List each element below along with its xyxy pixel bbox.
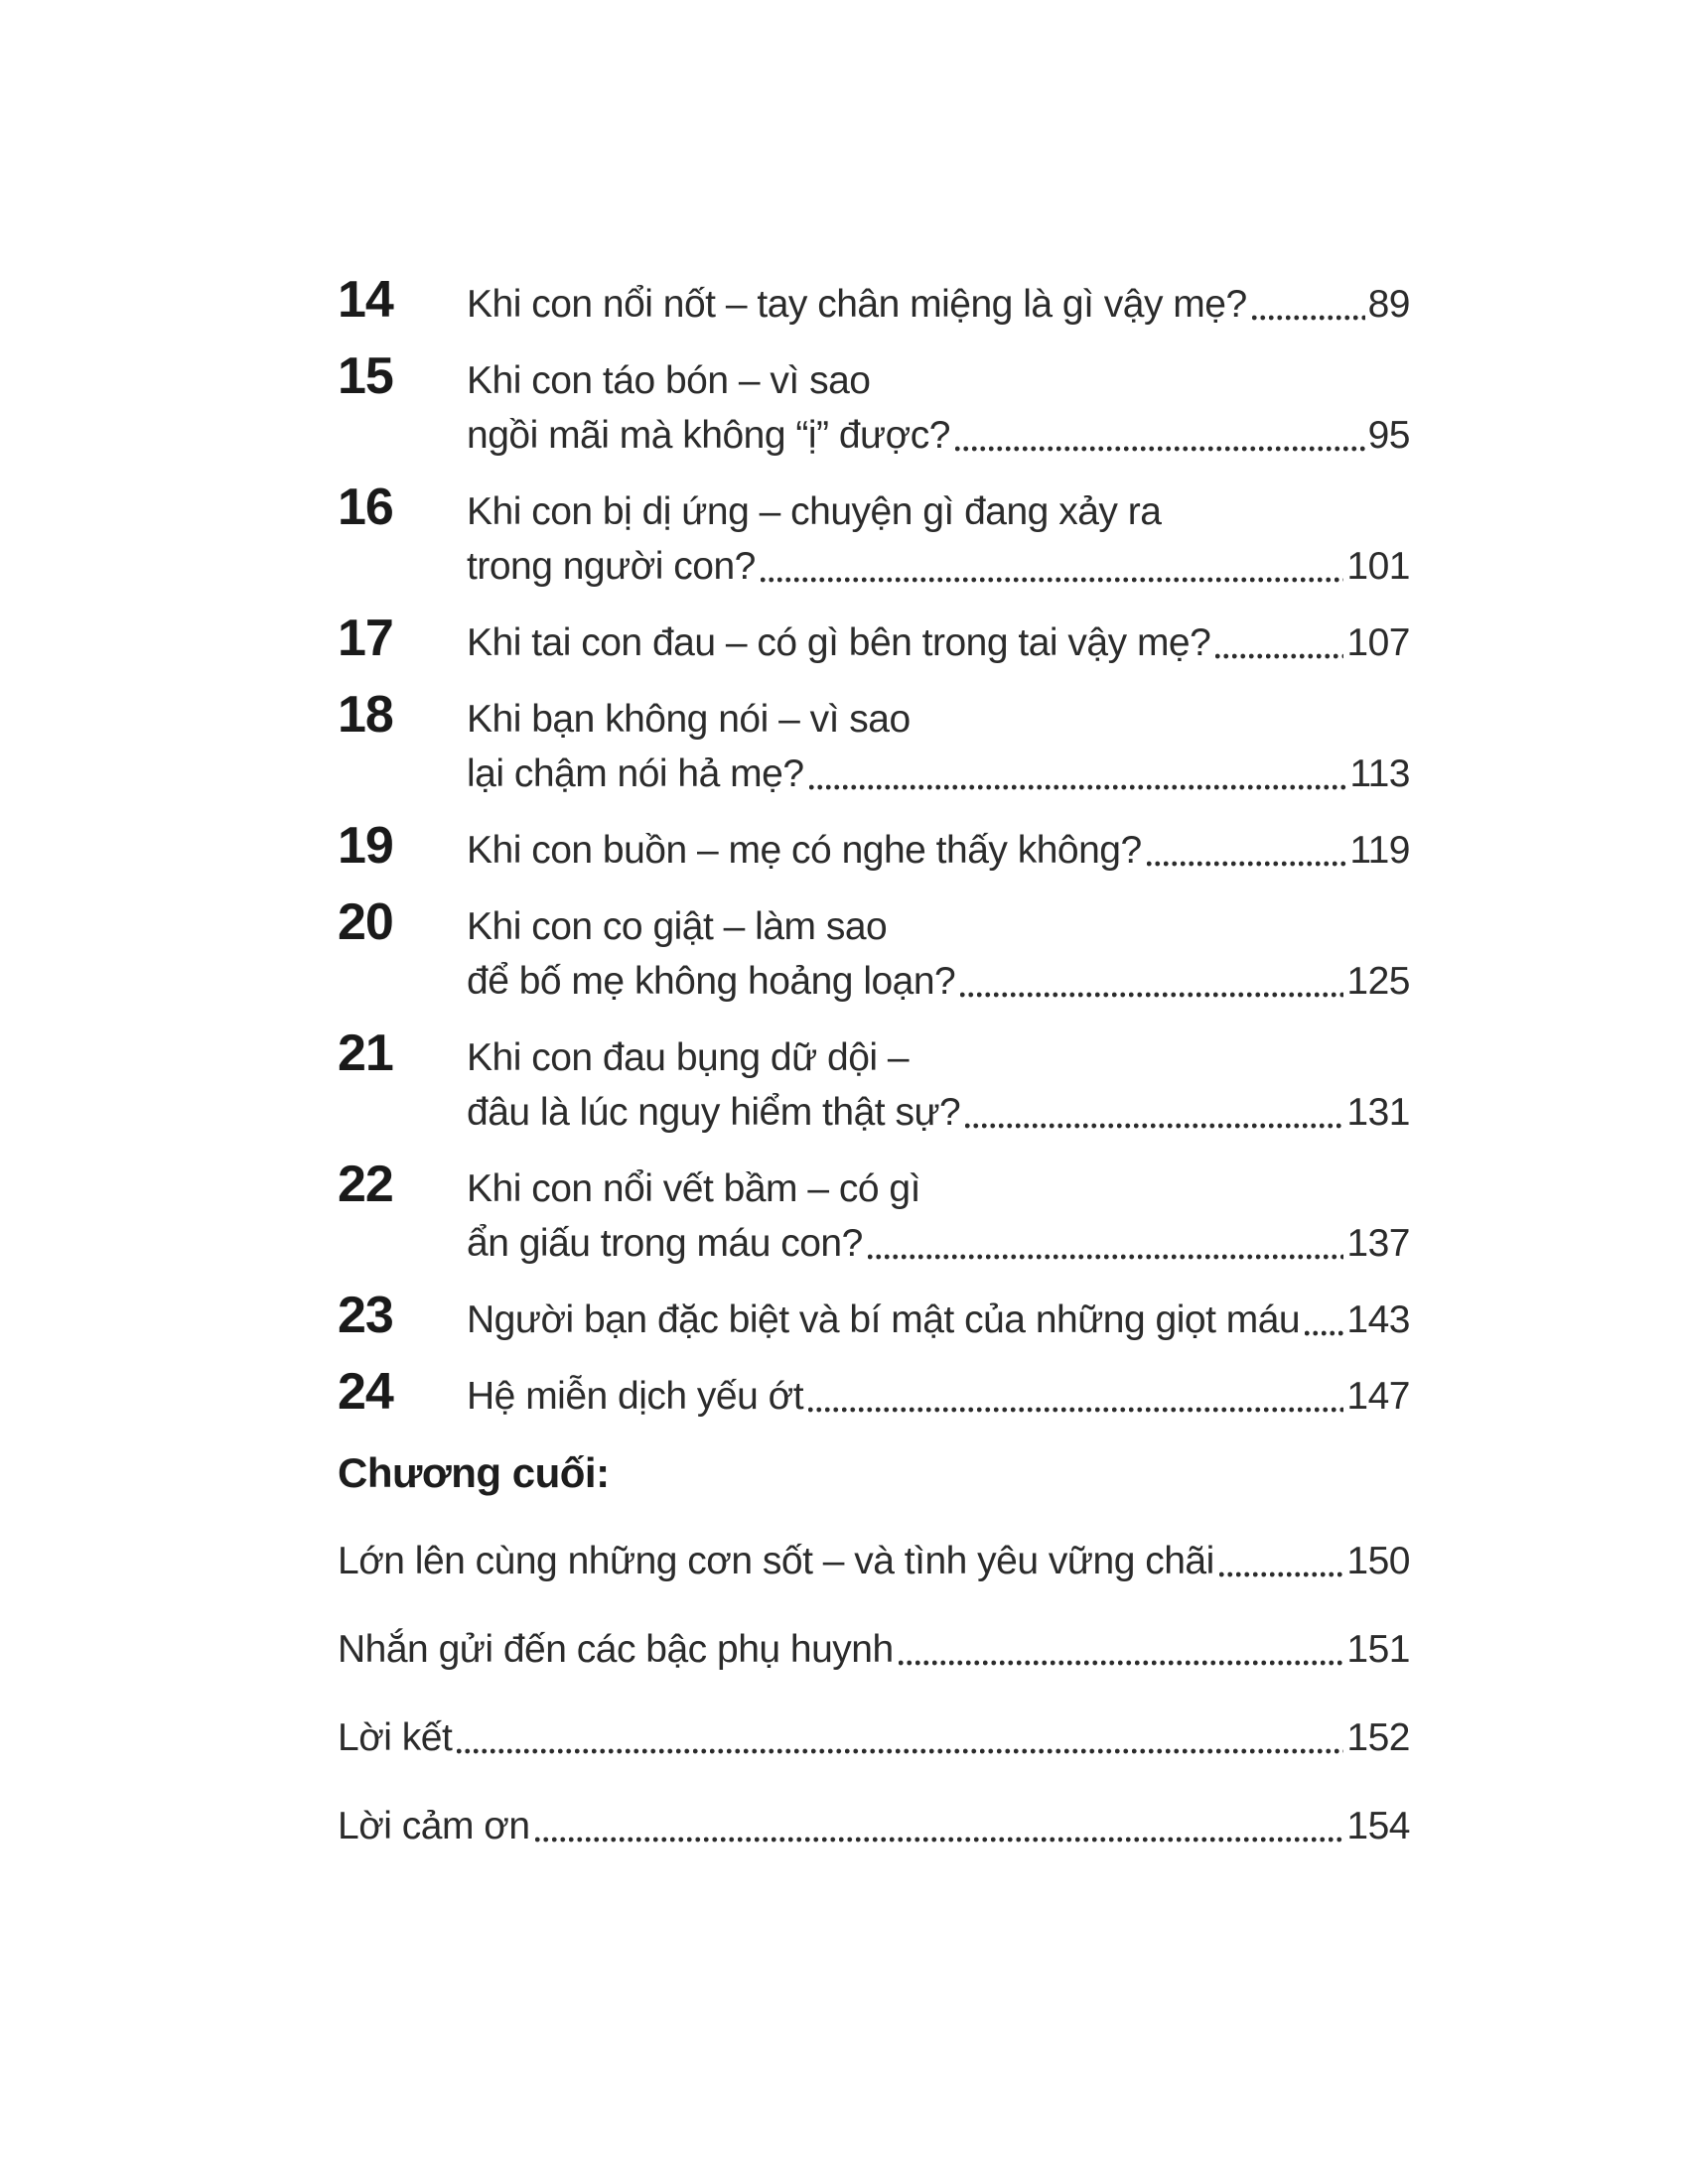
- page-number: 154: [1346, 1805, 1410, 1847]
- chapter-number: 18: [338, 686, 393, 744]
- chapter-title: Hệ miễn dịch yếu ớt: [467, 1375, 804, 1418]
- chapter-title: Khi bạn không nói – vì sao: [467, 698, 911, 741]
- chapter-title: để bố mẹ không hoảng loạn?: [467, 960, 956, 1003]
- dot-leader: [965, 1120, 1343, 1132]
- toc-entry: [338, 817, 1410, 878]
- table-of-contents: [338, 271, 1410, 1853]
- chapter-title: Khi con nổi vết bầm – có gì: [467, 1167, 920, 1210]
- page-number: 147: [1346, 1375, 1410, 1418]
- toc-entry: [338, 347, 1410, 463]
- dot-leader: [808, 1404, 1343, 1416]
- chapter-number: 21: [338, 1024, 393, 1082]
- dot-leader: [1252, 312, 1365, 324]
- chapter-number: 20: [338, 893, 393, 951]
- page-number: 131: [1346, 1091, 1410, 1134]
- toc-entry: [338, 1622, 1410, 1677]
- dot-leader: [868, 1251, 1344, 1263]
- chapter-number: 15: [338, 347, 393, 405]
- dot-leader: [457, 1745, 1343, 1757]
- page-number: 150: [1346, 1540, 1410, 1582]
- page-number: 151: [1346, 1628, 1410, 1671]
- chapter-title: lại chậm nói hả mẹ?: [467, 752, 804, 795]
- dot-leader: [1147, 858, 1347, 870]
- section-title: Nhắn gửi đến các bậc phụ huynh: [338, 1628, 894, 1671]
- page-number: 95: [1367, 414, 1410, 457]
- page-number: 119: [1349, 829, 1410, 872]
- final-section-heading: Chương cuối:: [338, 1449, 610, 1496]
- chapter-title: Khi con táo bón – vì sao: [467, 359, 871, 402]
- chapter-number: 22: [338, 1156, 393, 1213]
- toc-entry: [338, 1534, 1410, 1588]
- page-number: 101: [1346, 545, 1410, 588]
- chapter-number: 24: [338, 1363, 393, 1421]
- chapter-title: trong người con?: [467, 545, 756, 588]
- dot-leader: [535, 1834, 1344, 1845]
- page-number: 125: [1346, 960, 1410, 1003]
- toc-entry: [338, 271, 1410, 332]
- dot-leader: [809, 781, 1347, 793]
- dot-leader: [960, 989, 1343, 1001]
- toc-entry: [338, 1156, 1410, 1271]
- chapter-number: 17: [338, 610, 393, 667]
- page-number: 137: [1346, 1222, 1410, 1265]
- dot-leader: [1219, 1569, 1344, 1580]
- dot-leader: [1215, 650, 1343, 662]
- chapter-number: 23: [338, 1287, 393, 1344]
- dot-leader: [761, 574, 1344, 586]
- page-number: 107: [1346, 621, 1410, 664]
- chapter-title: đâu là lúc nguy hiểm thật sự?: [467, 1091, 961, 1134]
- page-number: 152: [1346, 1716, 1410, 1759]
- chapter-title: Người bạn đặc biệt và bí mật của những giọt máu: [467, 1298, 1301, 1341]
- toc-entry: [338, 610, 1410, 670]
- page-number: 89: [1367, 283, 1410, 326]
- chapter-title: Khi con đau bụng dữ dội –: [467, 1036, 910, 1079]
- chapter-number: 19: [338, 817, 393, 875]
- dot-leader: [1305, 1327, 1343, 1339]
- chapter-number: 16: [338, 478, 393, 536]
- chapter-title: ngồi mãi mà không “ị” được?: [467, 414, 950, 457]
- dot-leader: [899, 1657, 1344, 1669]
- toc-entry: [338, 478, 1410, 594]
- chapter-title: Khi con co giật – làm sao: [467, 905, 888, 948]
- toc-entry: [338, 1363, 1410, 1424]
- chapter-title: ẩn giấu trong máu con?: [467, 1222, 863, 1265]
- dot-leader: [955, 443, 1365, 455]
- section-title: Lời kết: [338, 1716, 453, 1759]
- toc-entry: [338, 1710, 1410, 1765]
- toc-entry: [338, 1799, 1410, 1853]
- page-number: 113: [1349, 752, 1410, 795]
- chapter-number: 14: [338, 271, 393, 329]
- toc-entry: [338, 1024, 1410, 1140]
- toc-entry: [338, 686, 1410, 801]
- toc-entry: [338, 893, 1410, 1009]
- page-number: 143: [1346, 1298, 1410, 1341]
- toc-entry: [338, 1287, 1410, 1347]
- chapter-title: Khi con nổi nốt – tay chân miệng là gì vậy mẹ?: [467, 283, 1247, 326]
- section-title: Lớn lên cùng những cơn sốt – và tình yêu vững chãi: [338, 1540, 1214, 1582]
- chapter-title: Khi con bị dị ứng – chuyện gì đang xảy ra: [467, 490, 1162, 533]
- chapter-title: Khi tai con đau – có gì bên trong tai vậy mẹ?: [467, 621, 1211, 664]
- final-section: [338, 1445, 1410, 1853]
- chapter-title: Khi con buồn – mẹ có nghe thấy không?: [467, 829, 1142, 872]
- section-title: Lời cảm ơn: [338, 1805, 530, 1847]
